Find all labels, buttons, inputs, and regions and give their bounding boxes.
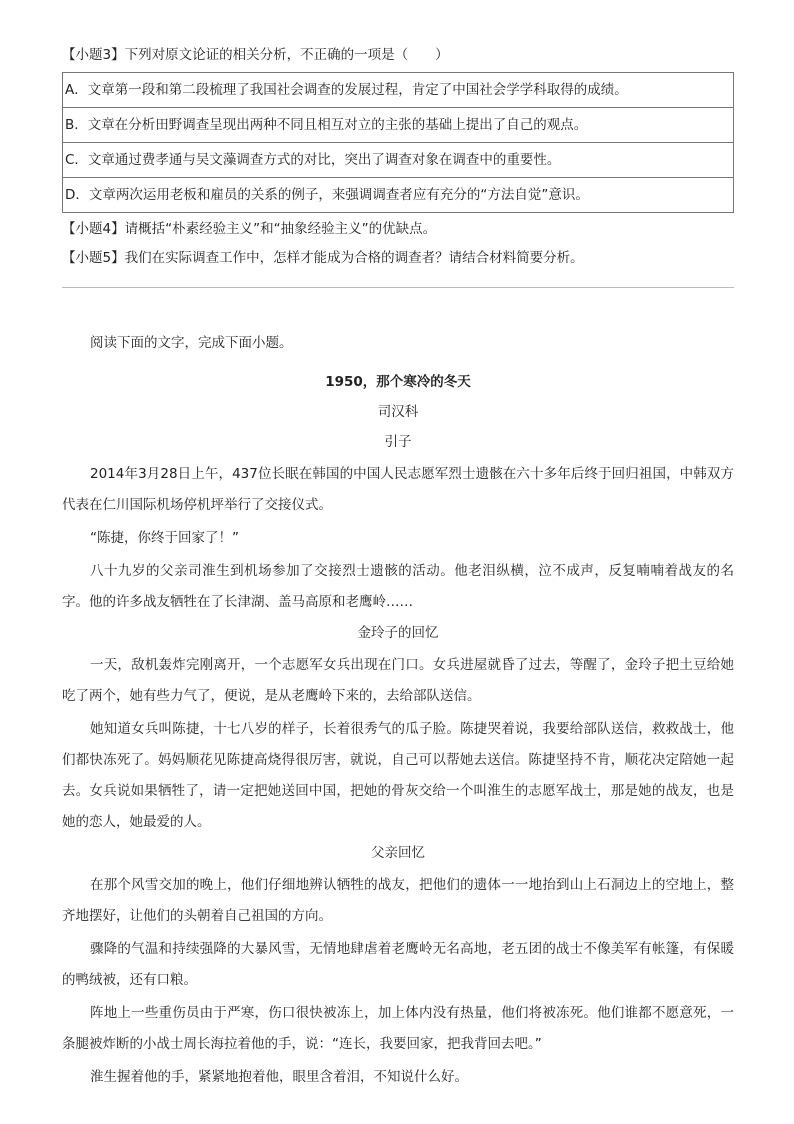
paragraph: 骤降的气温和持续强降的大暴风雪，无情地肆虐着老鹰岭无名高地，老五团的战士不像美军有帐篷，有保暖的鸭绒被，还有口粮。 <box>62 941 734 988</box>
paragraph: 她知道女兵叫陈捷，十七八岁的样子，长着很秀气的瓜子脸。陈捷哭着说，我要给部队送信，救救战士，他们都快冻死了。妈妈顺花见陈捷高烧得很厉害，就说，自己可以帮她去送信。陈捷坚持不肯，顺花决定陪她一起去。女兵说如果牺牲了，请一定把她送回中国，把她的骨灰交给一个叫淮生的志愿军战士，那是她的战友，也是她的恋人，她最爱的人。 <box>62 721 734 830</box>
paragraph: 阵地上一些重伤员由于严寒，伤口很快被冻上，加上体内没有热量，他们将被冻死。他们谁都不愿意死，一条腿被炸断的小战士周长海拉着他的手，说：“连长，我要回家，把我背回去吧。” <box>62 1005 734 1052</box>
option-a[interactable]: A．文章第一段和第二段梳理了我国社会调查的发展过程，肯定了中国社会学学科取得的成绩。 <box>63 73 733 108</box>
paragraph: 八十九岁的父亲司淮生到机场参加了交接烈士遗骸的活动。他老泪纵横，泣不成声，反复喃喃着战友的名字。他的许多战友牺牲在了长津湖、盖马高原和老鹰岭…… <box>62 563 734 610</box>
section-heading-intro: 引子 <box>384 434 412 450</box>
paragraph: 淮生握着他的手，紧紧地抱着他，眼里含着泪，不知说什么好。 <box>90 1069 468 1085</box>
page-content <box>62 42 734 1093</box>
option-c[interactable]: C．文章通过费孝通与吴文藻调查方式的对比，突出了调查对象在调查中的重要性。 <box>63 143 733 178</box>
option-d[interactable]: D．文章两次运用老板和雇员的关系的例子，来强调调查者应有充分的“方法自觉”意识。 <box>65 187 589 203</box>
question-3: 【小题3】下列对原文论证的相关分析，不正确的一项是（ ） <box>62 47 449 63</box>
question-4: 【小题4】请概括“朴素经验主义”和“抽象经验主义”的优缺点。 <box>62 221 437 237</box>
article-title: 1950，那个寒冷的冬天 <box>325 374 471 390</box>
paragraph: 一天，敌机轰炸完刚离开，一个志愿军女兵出现在门口。女兵进屋就昏了过去，等醒了，金玲子把土豆给她吃了两个，她有些力气了，便说，是从老鹰岭下来的，去给部队送信。 <box>62 657 734 704</box>
question-5: 【小题5】我们在实际调查工作中，怎样才能成为合格的调查者？请结合材料简要分析。 <box>62 250 584 266</box>
article-author: 司汉科 <box>377 404 419 420</box>
reading-intro: 阅读下面的文字，完成下面小题。 <box>90 335 293 351</box>
paragraph: 2014年3月28日上午，437位长眠在韩国的中国人民志愿军烈士遗骸在六十多年后终于回归祖国，中韩双方代表在仁川国际机场停机坪举行了交接仪式。 <box>62 466 734 513</box>
section-heading-father: 父亲回忆 <box>371 845 425 861</box>
option-b[interactable]: B．文章在分析田野调查呈现出两种不同且相互对立的主张的基础上提出了自己的观点。 <box>63 108 733 143</box>
section-divider <box>62 287 734 288</box>
paragraph: 在那个风雪交加的晚上，他们仔细地辨认牺牲的战友，把他们的遗体一一地抬到山上石洞边上的空地上，整齐地摆好，让他们的头朝着自己祖国的方向。 <box>62 877 734 924</box>
options-table <box>62 72 734 213</box>
section-heading-memory: 金玲子的回忆 <box>357 625 439 641</box>
paragraph: “陈捷，你终于回家了！” <box>90 530 239 546</box>
